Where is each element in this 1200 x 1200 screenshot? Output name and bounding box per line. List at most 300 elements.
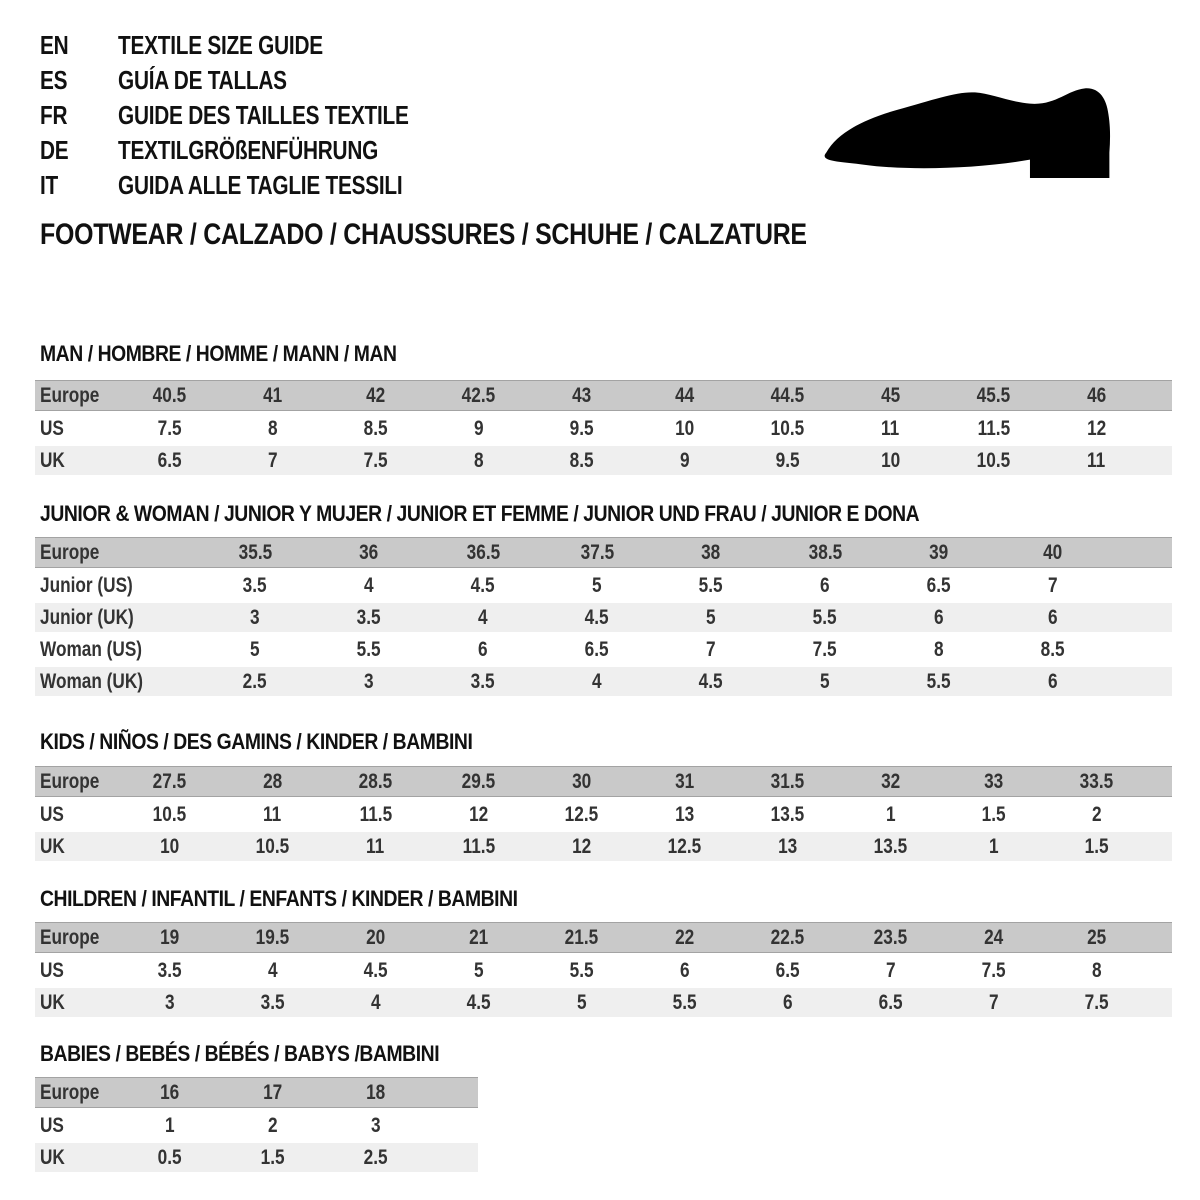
size-value-cell (942, 766, 1045, 797)
size-value: 5.5 (927, 670, 951, 693)
size-value-cell (736, 988, 839, 1017)
size-value: 4 (370, 991, 381, 1014)
lang-code: ES (40, 65, 68, 95)
size-value-cell (324, 1143, 427, 1172)
table-row-us (35, 956, 1172, 985)
size-value: 11.5 (359, 803, 392, 826)
size-value: 6.5 (927, 574, 951, 597)
size-value-cell (118, 988, 221, 1017)
size-value-cell (942, 832, 1045, 861)
table-row-us (35, 414, 1172, 443)
size-value-cell (882, 635, 996, 664)
size-value-cell (221, 414, 324, 443)
size-value: 7 (988, 991, 999, 1014)
section-title-junior-woman (40, 501, 1039, 527)
row-label: Europe (40, 541, 100, 564)
size-value-cell (324, 766, 427, 797)
size-value: 12.5 (667, 835, 702, 858)
size-value: 40.5 (152, 384, 187, 407)
row-label: Europe (40, 1081, 100, 1104)
size-value-cell (1045, 988, 1148, 1017)
size-value-cell (736, 446, 839, 475)
size-value-cell (882, 603, 996, 632)
table-row-europe (35, 922, 1172, 953)
size-value: 19.5 (255, 926, 290, 949)
size-value-cell (426, 603, 540, 632)
size-value: 24 (983, 926, 1004, 949)
size-value: 5 (576, 991, 587, 1014)
size-value-cell (312, 667, 426, 696)
size-value-cell (654, 571, 768, 600)
size-value-cell (736, 414, 839, 443)
size-value: 42 (365, 384, 386, 407)
lang-code: IT (40, 170, 59, 200)
row-label-cell (35, 988, 118, 1017)
size-value-cell (530, 380, 633, 411)
size-value: 17 (262, 1081, 283, 1104)
size-value: 7 (1048, 574, 1058, 597)
table-row-europe (35, 1077, 478, 1108)
size-value-cell (221, 922, 324, 953)
section-title-babies (40, 1041, 494, 1067)
size-value-cell (633, 832, 736, 861)
size-value: 5 (706, 606, 716, 629)
size-value-cell (198, 667, 312, 696)
size-value-cell (768, 571, 882, 600)
size-value: 3 (250, 606, 260, 629)
table-row-uk (35, 988, 1172, 1017)
size-value: 37.5 (580, 541, 614, 564)
size-value-cell (118, 766, 221, 797)
size-value: 1 (885, 803, 896, 826)
size-value: 5 (473, 959, 484, 982)
spacer-cell (427, 1111, 478, 1140)
size-value: 11 (263, 803, 282, 826)
size-value-cell (427, 922, 530, 953)
size-value: 10.5 (152, 803, 187, 826)
size-value: 5.5 (357, 638, 381, 661)
size-value: 41 (262, 384, 283, 407)
row-label-cell (35, 766, 118, 797)
size-value-cell (530, 922, 633, 953)
size-value-cell (427, 956, 530, 985)
size-value: 4.5 (585, 606, 609, 629)
size-value: 12 (468, 803, 489, 826)
size-value: 21 (468, 926, 489, 949)
size-value: 43 (571, 384, 592, 407)
size-value: 10.5 (770, 417, 805, 440)
size-value-cell (324, 832, 427, 861)
lang-row-es (40, 63, 481, 98)
size-value: 2.5 (363, 1146, 388, 1169)
size-value-cell (118, 922, 221, 953)
row-label-cell (35, 380, 118, 411)
size-value: 13.5 (873, 835, 908, 858)
size-value: 13.5 (770, 803, 805, 826)
spacer-cell (1110, 537, 1172, 568)
size-value-cell (426, 571, 540, 600)
row-label: Woman (UK) (40, 670, 143, 693)
size-value-cell (221, 1077, 324, 1108)
size-value: 6 (820, 574, 830, 597)
size-value: 11 (1087, 449, 1106, 472)
size-value: 1 (988, 835, 999, 858)
size-value-cell (839, 380, 942, 411)
size-value: 11.5 (977, 417, 1010, 440)
size-value: 8 (1091, 959, 1102, 982)
size-value-cell (312, 537, 426, 568)
table-row-woman-uk- (35, 667, 1172, 696)
size-value-cell (633, 414, 736, 443)
size-value-cell (324, 414, 427, 443)
table-row-europe (35, 537, 1172, 568)
size-value-cell (1045, 956, 1148, 985)
size-value: 4 (267, 959, 278, 982)
size-value-cell (654, 667, 768, 696)
size-value: 7.5 (157, 417, 182, 440)
size-value: 3.5 (357, 606, 381, 629)
lang-code: EN (40, 30, 69, 60)
lang-title: TEXTILGRÖßENFÜHRUNG (118, 135, 379, 165)
size-value: 10 (674, 417, 695, 440)
size-value: 8.5 (1041, 638, 1065, 661)
size-value: 40 (1043, 541, 1063, 564)
row-label: US (40, 1114, 64, 1137)
size-value: 3 (370, 1114, 381, 1137)
size-value-cell (768, 603, 882, 632)
row-label: Junior (UK) (40, 606, 134, 629)
table-row-uk (35, 1143, 478, 1172)
size-value-cell (1045, 800, 1148, 829)
size-value: 4 (478, 606, 488, 629)
size-value-cell (221, 380, 324, 411)
size-value: 5.5 (699, 574, 723, 597)
size-value-cell (427, 380, 530, 411)
size-value: 9 (679, 449, 690, 472)
size-value: 11 (881, 417, 900, 440)
size-value-cell (426, 667, 540, 696)
size-value: 3.5 (243, 574, 267, 597)
row-label: Junior (US) (40, 574, 133, 597)
size-value-cell (221, 800, 324, 829)
category-heading (40, 218, 964, 252)
size-value: 23.5 (873, 926, 908, 949)
size-value-cell (942, 988, 1045, 1017)
size-value: 4.5 (466, 991, 491, 1014)
size-value-cell (312, 571, 426, 600)
size-value: 1.5 (981, 803, 1006, 826)
size-value-cell (427, 800, 530, 829)
size-value-cell (221, 988, 324, 1017)
row-label-cell (35, 667, 198, 696)
section-title-children (40, 886, 583, 912)
size-value: 44.5 (770, 384, 805, 407)
size-table-junior-woman (35, 534, 1172, 699)
spacer-cell (1110, 603, 1172, 632)
size-value-cell (540, 635, 654, 664)
size-value: 10 (159, 835, 180, 858)
size-value-cell (1045, 922, 1148, 953)
section-title-text: KIDS / NIÑOS / DES GAMINS / KINDER / BAMBINI (40, 729, 473, 754)
size-value-cell (426, 537, 540, 568)
size-value-cell (839, 446, 942, 475)
size-value-cell (221, 1111, 324, 1140)
size-value-cell (1045, 832, 1148, 861)
row-label: Europe (40, 770, 100, 793)
size-value: 10.5 (976, 449, 1011, 472)
size-value-cell (530, 414, 633, 443)
lang-code: FR (40, 100, 68, 130)
size-value-cell (118, 1111, 221, 1140)
spacer-cell (1148, 956, 1172, 985)
size-value: 1 (164, 1114, 175, 1137)
section-title-text: BABIES / BEBÉS / BÉBÉS / BABYS /BAMBINI (40, 1041, 440, 1066)
size-value: 2 (267, 1114, 278, 1137)
row-label-cell (35, 571, 198, 600)
size-value: 8 (934, 638, 944, 661)
size-value-cell (839, 414, 942, 443)
size-value: 3 (164, 991, 175, 1014)
size-value-cell (324, 956, 427, 985)
size-value-cell (540, 603, 654, 632)
size-value: 6.5 (157, 449, 182, 472)
size-value-cell (118, 446, 221, 475)
size-value: 7 (706, 638, 716, 661)
table-row-uk (35, 446, 1172, 475)
spacer-cell (427, 1143, 478, 1172)
size-value: 21.5 (564, 926, 599, 949)
size-value-cell (324, 380, 427, 411)
size-value-cell (221, 766, 324, 797)
table-row-junior-uk- (35, 603, 1172, 632)
spacer-cell (1148, 988, 1172, 1017)
row-label: US (40, 959, 64, 982)
row-label-cell (35, 832, 118, 861)
size-value-cell (540, 571, 654, 600)
size-value: 2 (1091, 803, 1102, 826)
size-value-cell (942, 956, 1045, 985)
size-value: 9 (473, 417, 484, 440)
row-label: Woman (US) (40, 638, 143, 661)
spacer-cell (1148, 380, 1172, 411)
size-value-cell (540, 537, 654, 568)
size-value-cell (221, 446, 324, 475)
size-table-kids (35, 763, 1172, 864)
size-value: 6 (478, 638, 488, 661)
size-value: 3 (364, 670, 374, 693)
size-value-cell (1045, 766, 1148, 797)
size-value: 4.5 (699, 670, 723, 693)
lang-title: GUIDA ALLE TAGLIE TESSILI (118, 170, 403, 200)
section-title-text: CHILDREN / INFANTIL / ENFANTS / KINDER / BAMBINI (40, 886, 518, 911)
row-label-cell (35, 414, 118, 443)
size-value: 45.5 (976, 384, 1011, 407)
row-label-cell (35, 537, 198, 568)
size-value-cell (324, 988, 427, 1017)
size-value-cell (324, 446, 427, 475)
size-value-cell (839, 832, 942, 861)
size-value-cell (633, 956, 736, 985)
size-value: 11.5 (462, 835, 495, 858)
size-value-cell (942, 800, 1045, 829)
size-value: 7 (885, 959, 896, 982)
size-value: 9.5 (569, 417, 594, 440)
size-value-cell (198, 571, 312, 600)
size-value: 31.5 (770, 770, 805, 793)
size-value: 5 (820, 670, 830, 693)
size-value-cell (530, 766, 633, 797)
row-label: US (40, 803, 64, 826)
size-value-cell (530, 832, 633, 861)
size-value-cell (654, 603, 768, 632)
size-value: 16 (159, 1081, 180, 1104)
size-value: 45 (880, 384, 901, 407)
size-value-cell (427, 446, 530, 475)
table-row-us (35, 1111, 478, 1140)
size-value-cell (882, 571, 996, 600)
size-value-cell (312, 603, 426, 632)
size-value-cell (654, 537, 768, 568)
size-value-cell (540, 667, 654, 696)
size-value: 8.5 (363, 417, 388, 440)
size-value: 30 (571, 770, 592, 793)
size-value-cell (426, 635, 540, 664)
size-value: 4.5 (471, 574, 495, 597)
size-value: 11 (366, 835, 385, 858)
lang-title: GUIDE DES TAILLES TEXTILE (118, 100, 409, 130)
size-value-cell (633, 988, 736, 1017)
size-value-cell (996, 537, 1110, 568)
row-label-cell (35, 1111, 118, 1140)
size-value-cell (427, 988, 530, 1017)
size-value: 32 (880, 770, 901, 793)
size-value-cell (221, 956, 324, 985)
lang-row-fr (40, 98, 481, 133)
size-value: 12 (1086, 417, 1107, 440)
size-value: 2.5 (243, 670, 267, 693)
size-value-cell (736, 800, 839, 829)
size-value: 5 (250, 638, 260, 661)
row-label-cell (35, 956, 118, 985)
size-value-cell (324, 1077, 427, 1108)
size-value: 6 (1048, 606, 1058, 629)
size-value: 1.5 (260, 1146, 285, 1169)
size-value: 44 (674, 384, 695, 407)
size-value-cell (882, 537, 996, 568)
row-label: Europe (40, 926, 100, 949)
size-value: 6 (1048, 670, 1058, 693)
size-value: 1.5 (1084, 835, 1109, 858)
size-value: 5.5 (672, 991, 697, 1014)
row-label: UK (40, 835, 65, 858)
size-value-cell (1045, 414, 1148, 443)
spacer-cell (1148, 766, 1172, 797)
table-row-uk (35, 832, 1172, 861)
size-value: 13 (777, 835, 798, 858)
table-row-junior-us- (35, 571, 1172, 600)
size-value-cell (882, 667, 996, 696)
spacer-cell (1148, 800, 1172, 829)
dress-shoe-icon (808, 62, 1144, 186)
size-value: 36 (359, 541, 379, 564)
size-value: 6.5 (775, 959, 800, 982)
spacer-cell (1148, 922, 1172, 953)
size-value-cell (736, 832, 839, 861)
size-value-cell (942, 446, 1045, 475)
section-title-kids (40, 729, 531, 755)
lang-row-de (40, 133, 481, 168)
size-value-cell (942, 922, 1045, 953)
size-value: 22 (674, 926, 695, 949)
size-value: 35.5 (238, 541, 272, 564)
size-value-cell (839, 922, 942, 953)
size-table-children (35, 919, 1172, 1020)
size-value-cell (198, 603, 312, 632)
size-value: 6 (934, 606, 944, 629)
size-value: 22.5 (770, 926, 805, 949)
table-row-us (35, 800, 1172, 829)
size-value: 10 (880, 449, 901, 472)
size-value: 12 (571, 835, 592, 858)
size-value: 38 (701, 541, 721, 564)
lang-row-it (40, 168, 481, 203)
size-value-cell (427, 414, 530, 443)
size-value-cell (312, 635, 426, 664)
size-value-cell (221, 832, 324, 861)
size-value: 7.5 (981, 959, 1006, 982)
size-value: 28.5 (358, 770, 393, 793)
size-value: 0.5 (157, 1146, 182, 1169)
size-value: 4.5 (363, 959, 388, 982)
size-value: 4 (364, 574, 374, 597)
size-value: 7 (267, 449, 278, 472)
size-value-cell (221, 1143, 324, 1172)
size-value-cell (198, 635, 312, 664)
size-value: 33.5 (1079, 770, 1114, 793)
size-value: 19 (159, 926, 180, 949)
size-value-cell (736, 380, 839, 411)
size-value-cell (118, 1143, 221, 1172)
section-title-man (40, 341, 445, 367)
size-value: 33 (983, 770, 1004, 793)
size-value-cell (633, 922, 736, 953)
size-value: 28 (262, 770, 283, 793)
size-value-cell (427, 832, 530, 861)
size-value: 5 (592, 574, 602, 597)
size-value-cell (324, 1111, 427, 1140)
size-value-cell (633, 380, 736, 411)
size-value: 6.5 (585, 638, 609, 661)
spacer-cell (1110, 635, 1172, 664)
size-value: 8 (473, 449, 484, 472)
size-value-cell (530, 446, 633, 475)
size-value: 3.5 (157, 959, 182, 982)
size-value-cell (768, 667, 882, 696)
size-value-cell (118, 1077, 221, 1108)
size-value-cell (996, 603, 1110, 632)
size-value: 3.5 (260, 991, 285, 1014)
size-value-cell (942, 380, 1045, 411)
size-value-cell (839, 988, 942, 1017)
spacer-cell (1110, 571, 1172, 600)
spacer-cell (1148, 446, 1172, 475)
row-label-cell (35, 446, 118, 475)
size-value-cell (654, 635, 768, 664)
size-value: 42.5 (461, 384, 496, 407)
size-value: 5.5 (813, 606, 837, 629)
size-value-cell (839, 766, 942, 797)
spacer-cell (1110, 667, 1172, 696)
